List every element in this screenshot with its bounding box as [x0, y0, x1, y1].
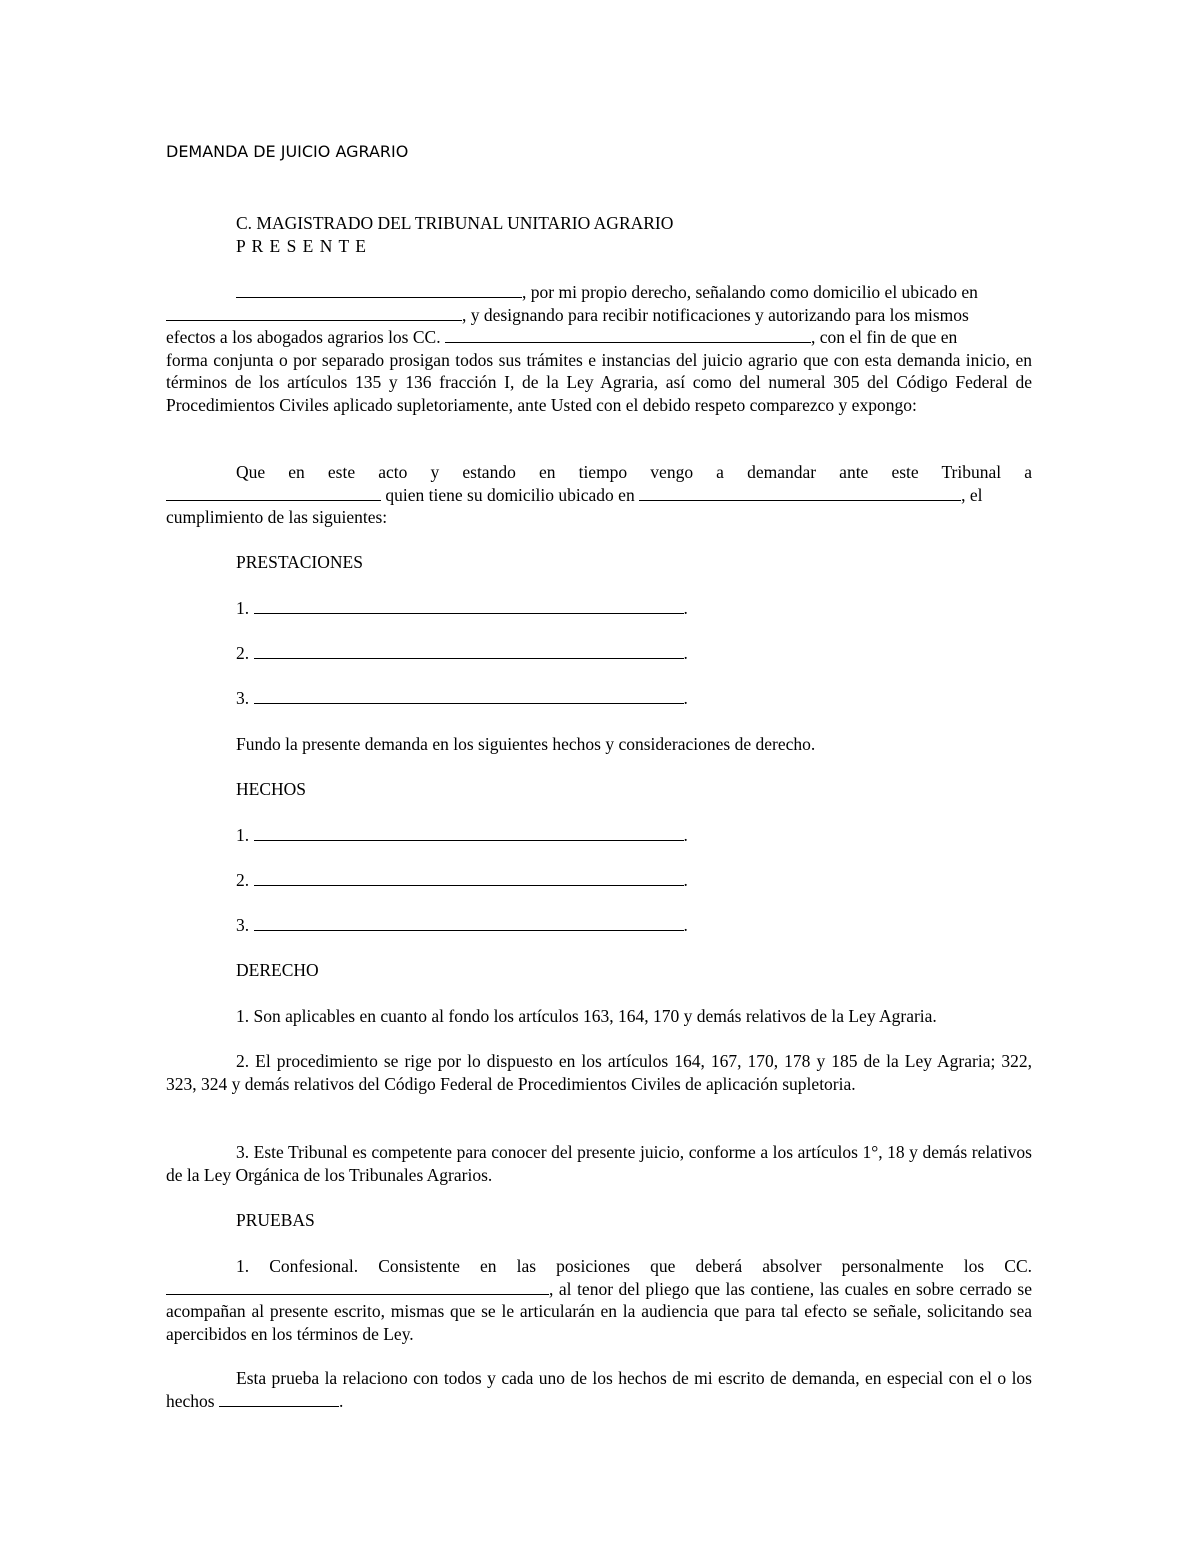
prestacion-item: 3. .	[236, 688, 688, 708]
derecho-paragraph-2: 2. El procedimiento se rige por lo dispuesto en los artículos 164, 167, 170, 178 y 185 de la Ley Agraria; 322, 323, 324 y demás relativos del Código Federal de Procedimientos Civiles de aplicación supletoria.	[166, 1051, 1032, 1094]
confesional-text-1: 1. Confesional. Consistente en las posiciones que deberá absolver personalmente los CC.	[236, 1256, 1032, 1276]
item-blank	[254, 914, 684, 931]
demand-text-1: Que en este acto y estando en tiempo vengo a demandar ante este Tribunal a	[236, 462, 1032, 482]
demand-text-3: , el	[961, 484, 983, 505]
item-blank	[254, 642, 684, 659]
hecho-item: 2. .	[236, 870, 688, 890]
hechos-blank	[219, 1390, 339, 1407]
relation-paragraph	[166, 1367, 1032, 1412]
addressee-block	[166, 212, 1102, 257]
item-blank	[254, 597, 684, 614]
item-blank	[254, 869, 684, 886]
intro-paragraph	[166, 281, 1032, 417]
item-number: 2.	[236, 643, 250, 663]
derecho-paragraph-3: 3. Este Tribunal es competente para conocer del presente juicio, conforme a los artículos 1°, 18 y demás relativos de la Ley Orgánica de los Tribunales Agrarios.	[166, 1142, 1032, 1185]
fundo-line: Fundo la presente demanda en los siguientes hechos y consideraciones de derecho.	[236, 734, 816, 754]
address-blank	[166, 304, 462, 321]
item-blank	[254, 687, 684, 704]
confesional-text-2: , al tenor del pliego que las contiene, las cuales en sobre cerrado se acompañan al presente escrito, mismas que se le articularán en la audiencia que para tal efecto se señale, solicitando sea apercibidos en los términos de Ley.	[166, 1278, 1032, 1344]
witnesses-blank	[166, 1278, 549, 1295]
defendant-blank	[166, 484, 381, 501]
demand-text-2: quien tiene su domicilio ubicado en	[385, 484, 635, 505]
intro-text-5: forma conjunta o por separado prosigan todos sus trámites e instancias del juicio agrario que con esta demanda inicio, en términos de los artículos 135 y 136 fracción I, de la Ley Agraria, así como del numeral 305 del Código Federal de Procedimientos Civiles aplicado supletoriamente, ante Usted con el debido respeto comparezco y expongo:	[166, 349, 1032, 415]
lawyers-blank	[445, 326, 811, 343]
pruebas-heading: PRUEBAS	[236, 1210, 315, 1230]
hechos-heading: HECHOS	[236, 779, 307, 799]
name-blank	[236, 281, 522, 298]
relation-end: .	[338, 1390, 344, 1411]
item-number: 3.	[236, 915, 250, 935]
item-number: 2.	[236, 870, 250, 890]
item-blank	[254, 824, 684, 841]
item-number: 3.	[236, 688, 250, 708]
derecho-heading: DERECHO	[236, 960, 319, 980]
intro-text-2: , y designando para recibir notificaciones y autorizando para los mismos	[462, 304, 969, 325]
intro-text-4: , con el fin de que en	[810, 327, 958, 348]
hecho-item: 1. .	[236, 825, 688, 845]
intro-text-3: efectos a los abogados agrarios los CC.	[166, 327, 441, 348]
addressee-line: C. MAGISTRADO DEL TRIBUNAL UNITARIO AGRARIO	[236, 213, 674, 233]
item-number: 1.	[236, 598, 250, 618]
intro-text-1: , por mi propio derecho, señalando como domicilio el ubicado en	[522, 282, 978, 302]
item-number: 1.	[236, 825, 250, 845]
presente-line: P R E S E N T E	[236, 235, 367, 256]
prestaciones-heading: PRESTACIONES	[236, 552, 363, 572]
relation-text: Esta prueba la relaciono con todos y cada uno de los hechos de mi escrito de demanda, en especial con el o los hechos	[166, 1368, 1032, 1411]
prestacion-item: 2. .	[236, 643, 688, 663]
hecho-item: 3. .	[236, 915, 688, 935]
confesional-paragraph	[166, 1255, 1032, 1345]
prestacion-item: 1. .	[236, 598, 688, 618]
document-title: DEMANDA DE JUICIO AGRARIO	[166, 142, 409, 161]
defendant-address-blank	[639, 484, 961, 501]
demand-text-4: cumplimiento de las siguientes:	[166, 507, 388, 528]
demand-paragraph	[166, 461, 1032, 529]
derecho-paragraph-1: 1. Son aplicables en cuanto al fondo los artículos 163, 164, 170 y demás relativos de la Ley Agraria.	[236, 1006, 937, 1026]
